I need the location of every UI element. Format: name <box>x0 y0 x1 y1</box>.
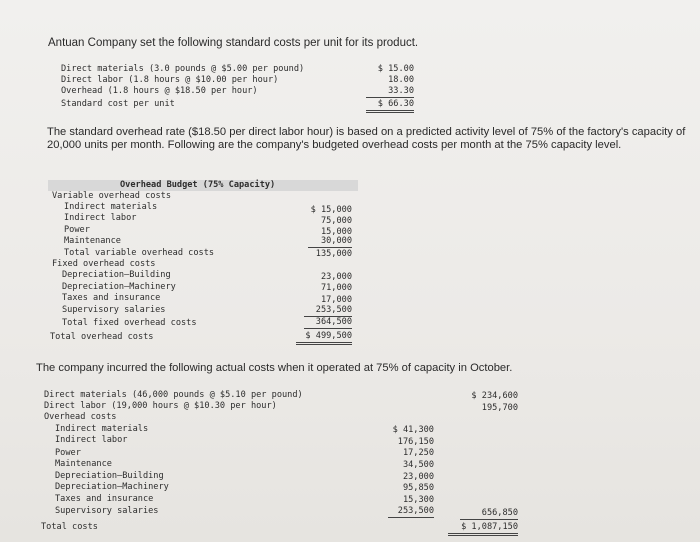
actual-dm-label: Direct materials (46,000 pounds @ $5.10 per pound) <box>44 390 303 400</box>
budget-item-value: 30,000 <box>308 236 352 248</box>
budget-item-label: Power <box>64 225 90 235</box>
budget-item-label: Taxes and insurance <box>62 293 161 303</box>
total-overhead-label: Total overhead costs <box>50 332 154 342</box>
budget-item-label: Indirect materials <box>64 202 158 212</box>
total-variable-label: Total variable overhead costs <box>64 248 215 258</box>
variable-heading: Variable overhead costs <box>52 191 171 201</box>
actual-item-label: Power <box>55 448 81 458</box>
budget-item-value: 253,500 <box>304 305 352 317</box>
actual-item-label: Indirect materials <box>55 424 149 434</box>
std-total-value: $ 66.30 <box>366 99 414 113</box>
actual-dl-value: 195,700 <box>481 403 518 413</box>
actual-overhead-total: 656,850 <box>460 508 518 520</box>
fixed-heading: Fixed overhead costs <box>52 259 156 269</box>
actual-item-label: Depreciation—Building <box>55 471 164 481</box>
budget-item-value: $ 15,000 <box>310 205 352 215</box>
budget-item-value: 71,000 <box>320 283 352 293</box>
paragraph-actual-costs: The company incurred the following actual costs when it operated at 75% of capacity in October. <box>36 362 513 374</box>
actual-total-label: Total costs <box>41 522 98 532</box>
budget-title: Overhead Budget (75% Capacity) <box>120 180 276 190</box>
budget-item-value: 75,000 <box>320 216 352 226</box>
actual-dl-label: Direct labor (19,000 hours @ $10.30 per hour) <box>44 401 277 411</box>
actual-item-value: 176,150 <box>397 437 434 447</box>
budget-item-label: Indirect labor <box>64 213 137 223</box>
budget-item-label: Maintenance <box>64 236 121 246</box>
actual-item-label: Taxes and insurance <box>55 494 154 504</box>
actual-item-value: 95,850 <box>402 483 434 493</box>
total-overhead-value: $ 499,500 <box>296 331 352 345</box>
std-row-label: Direct labor (1.8 hours @ $10.00 per hour) <box>61 75 279 85</box>
intro-text: Antuan Company set the following standard costs per unit for its product. <box>48 37 419 49</box>
total-fixed-value: 364,500 <box>304 317 352 329</box>
actual-item-value: 23,000 <box>402 472 434 482</box>
actual-item-label: Supervisory salaries <box>55 506 159 516</box>
budget-item-value: 23,000 <box>320 272 352 282</box>
actual-dm-value: $ 234,600 <box>471 391 518 401</box>
budget-item-label: Depreciation—Machinery <box>62 282 176 292</box>
actual-item-value: 253,500 <box>388 506 434 518</box>
budget-item-label: Supervisory salaries <box>62 305 166 315</box>
paragraph-overhead-rate: The standard overhead rate ($18.50 per direct labor hour) is based on a predicted activity level of 75% of the factory's capacity of 20,000 units per month. Following are the company's budgeted overhead costs per month at the 75% capacity level. <box>47 126 686 151</box>
total-variable-value: 135,000 <box>315 249 352 259</box>
std-row-value: 18.00 <box>388 75 414 85</box>
actual-total-value: $ 1,087,150 <box>448 522 518 536</box>
actual-item-label: Maintenance <box>55 459 112 469</box>
std-total-label: Standard cost per unit <box>61 99 175 109</box>
actual-item-value: $ 41,300 <box>392 425 434 435</box>
budget-item-value: 15,000 <box>320 227 352 237</box>
std-row-label: Overhead (1.8 hours @ $18.50 per hour) <box>61 86 258 96</box>
actual-item-label: Indirect labor <box>55 435 128 445</box>
budget-item-label: Depreciation—Building <box>62 270 171 280</box>
actual-overhead-heading: Overhead costs <box>44 412 117 422</box>
budget-item-value: 17,000 <box>320 295 352 305</box>
total-fixed-label: Total fixed overhead costs <box>62 318 197 328</box>
actual-item-value: 17,250 <box>402 448 434 458</box>
actual-item-value: 34,500 <box>402 460 434 470</box>
std-row-value: $ 15.00 <box>377 64 414 74</box>
std-row-label: Direct materials (3.0 pounds @ $5.00 per pound) <box>61 64 305 74</box>
actual-item-value: 15,300 <box>402 495 434 505</box>
actual-item-label: Depreciation—Machinery <box>55 482 169 492</box>
std-row-value: 33.30 <box>366 86 414 98</box>
